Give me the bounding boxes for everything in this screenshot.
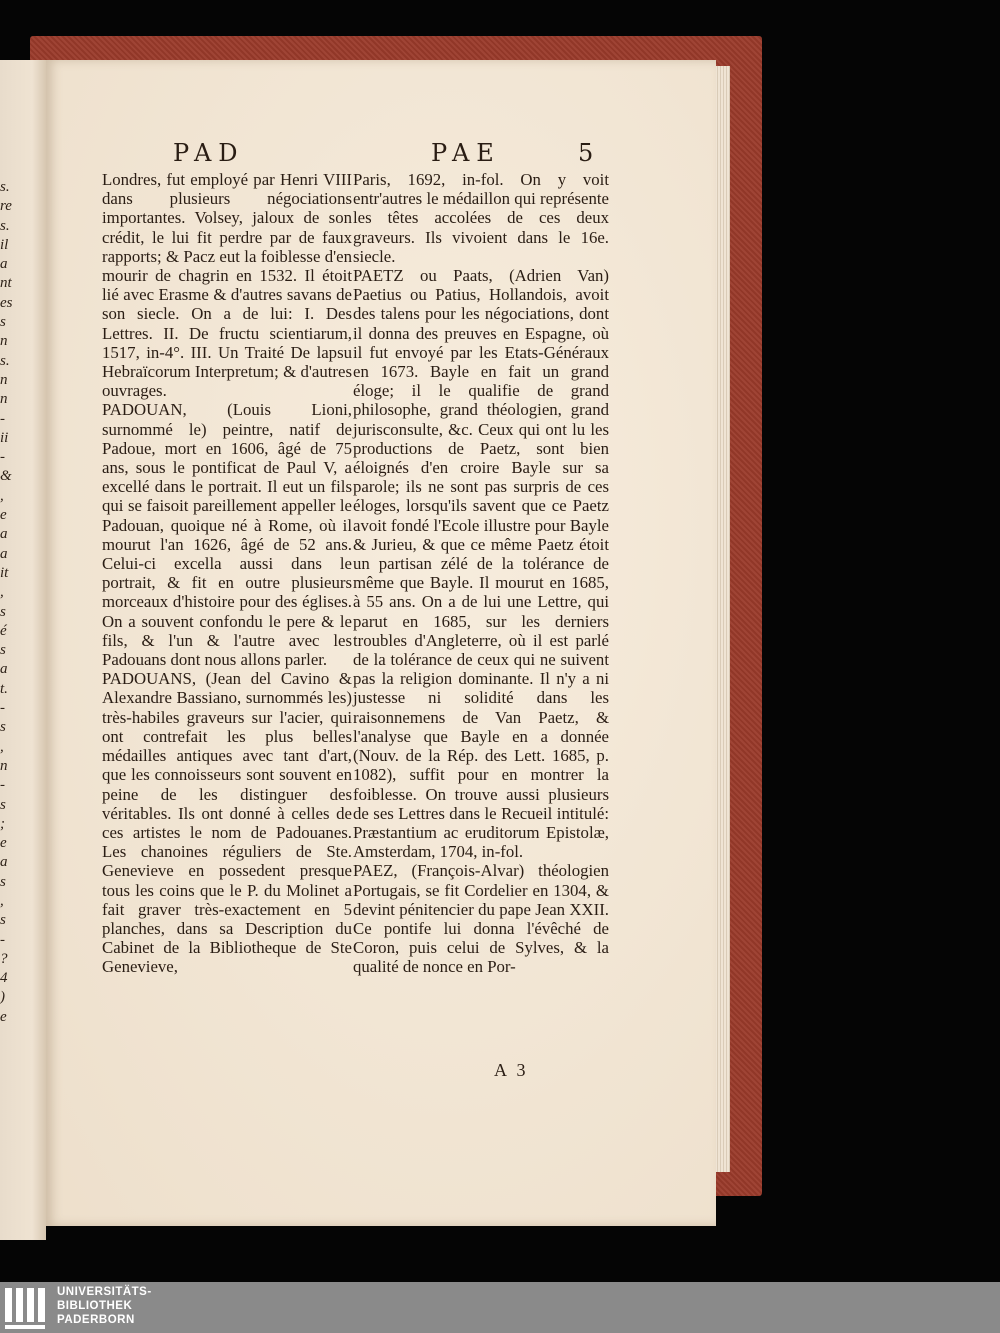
previous-page-fragment: ) [0,989,5,1006]
entry-paragraph: Paris, 1692, in-fol. On y voit entr'autres le médaillon qui représente les têtes accolées de ces deux graveurs. Ils vivoient dans le 16e. siecle. [353,170,609,266]
entry-padouans: PADOUANS, (Jean del Cavino & Alexandre Bassiano, surnommés les) très-habiles graveurs sur l'acier, qui ont contrefait les plus belles médailles antiques avec tant d'art, que les connoisseurs sont souvent en peine de les distinguer des véritables. Ils ont donné à celles de ces artistes le nom de Padouanes. Les chanoines réguliers de Ste. Genevieve en possedent presque tous les coins que le P. du Molinet a fait graver très-exactement en 5 planches, dans sa Description du Cabinet de la Bibliotheque de Ste Genevieve, [102,669,352,977]
previous-page-fragment: s. [0,352,10,369]
previous-page-fragment: n [0,371,8,388]
previous-page-fragment: - [0,931,5,948]
previous-page-fragment: a [0,854,8,871]
previous-page-fragment: 4 [0,970,8,987]
previous-page-fragment: n [0,757,8,774]
previous-page-fragment: - [0,449,5,466]
previous-page-fragment: - [0,700,5,717]
book-page [46,60,716,1226]
running-head-right: PAE [431,139,501,167]
previous-page-fragment: ? [0,950,8,967]
previous-page-fragment: a [0,526,8,543]
previous-page-fragment: s [0,719,6,736]
previous-page-fragment: it [0,564,9,581]
previous-page-fragment: nt [0,275,12,292]
previous-page-fragment: es [0,294,13,311]
previous-page-fragment: ; [0,815,5,832]
previous-page-fragment: s [0,873,6,890]
previous-page-fragment: - [0,410,5,427]
previous-page-fragment: , [0,487,4,504]
library-name-line: UNIVERSITÄTS- [57,1286,152,1298]
footer-bar [0,1282,1000,1333]
previous-page-fragment: il [0,236,9,253]
previous-page-fragment: , [0,738,4,755]
previous-page-fragment: a [0,545,8,562]
previous-page-fragment: & [0,468,12,485]
running-head [46,139,716,173]
previous-page-fragment: s. [0,179,10,195]
entry-paez: PAEZ, (François-Alvar) théologien Portugais, se fit Cordelier en 1304, & devint pénitencier du pape Jean XXII. Ce pontife lui donna l'évêché de Coron, puis celui de Sylves, & la qualité de nonce en Por- [353,861,609,977]
previous-page-fragment: n [0,333,8,350]
library-name-line: BIBLIOTHEK [57,1300,133,1312]
running-head-left: PAD [173,139,245,167]
entry-padouan: PADOUAN, (Louis Lioni, surnommé le) peintre, natif de Padoue, mort en 1606, âgé de 75 ans, sous le pontificat de Paul V, a excellé dans le portrait. Il eut un fils qui se faisoit pareillement appeller le Padouan, quoique né à Rome, où il mourut l'an 1626, âgé de 52 ans. Celui-ci excella aussi dans le portrait, & fit en outre plusieurs morceaux d'histoire pour des églises. On a souvent confondu le pere & le fils, & l'un & l'autre avec les Padouans dont nous allons parler. [102,400,352,670]
previous-page-fragment: s. [0,217,10,234]
signature-mark: A 3 [494,1060,529,1080]
previous-page-fragment: - [0,777,5,794]
previous-page-fragment: e [0,1008,7,1025]
entry-paragraph: Londres, fut employé par Henri VIII dans plusieurs négociations importantes. Volsey, jaloux de son crédit, le lui fit perdre par de faux rapports; & Pacz eut la foiblesse d'en mourir de chagrin en 1532. Il étoit lié avec Erasme & d'autres savans de son siecle. On a de lui: I. Des Lettres. II. De fructu scientiarum, 1517, in-4°. III. Un Traité De lapsu Hebraïcorum Interpretum; & d'autres ouvrages. [102,170,352,401]
previous-page-fragment: , [0,892,4,909]
previous-page-fragment: s [0,314,6,331]
previous-page-fragment: ii [0,429,9,446]
previous-page-fragment: t. [0,680,8,697]
previous-page-text-fragments [0,178,46,1027]
previous-page-fragment: e [0,835,7,852]
previous-page-fragment: é [0,622,7,639]
previous-page-fragment: re [0,198,12,215]
entry-paetz: PAETZ ou Paats, (Adrien Van) Paetius ou Patius, Hollandois, avoit des talens pour les négociations, dont il donna des preuves en Espagne, où il fut envoyé par les Etats-Généraux en 1673. Bayle en fait un grand éloge; il le qualifie de grand philosophe, grand théologien, grand jurisconsulte, &c. Ceux qui ont lu les productions de Paetz, sont bien éloignés d'en croire Bayle sur sa parole; ils ne sont pas surpris de ces éloges, lorsqu'ils savent que ce Paetz avoit fondé l'Ecole illustre pour Bayle & Jurieu, & que ce même Paetz étoit un partisan zélé de la tolérance de même que Bayle. Il mourut en 1685, à 55 ans. On a de lui une Lettre, qui parut en 1685, sur les derniers troubles d'Angleterre, où il est parlé de la tolérance de ceux qui ne suivent pas la religion dominante. Il n'y a ni justesse ni solidité dans les raisonnemens de Van Paetz, & l'analyse que Bayle en a donnée (Nouv. de la Rép. des Lett. 1685, p. 1082), suffit pour en montrer la foiblesse. On trouve aussi plusieurs de ses Lettres dans le Recueil intitulé: Præstantium ac eruditorum Epistolæ, Amsterdam, 1704, in-fol. [353,266,609,862]
previous-page-fragment: s [0,912,6,929]
right-column [353,170,609,977]
previous-page-fragment: , [0,584,4,601]
previous-page-fragment: s [0,642,6,659]
page-number: 5 [578,139,601,167]
previous-page-fragment: s [0,603,6,620]
left-column [102,170,352,977]
previous-page-fragment: a [0,256,8,273]
previous-page-fragment: e [0,507,7,524]
previous-page-edge [0,60,46,1240]
library-logo-icon [2,1284,50,1331]
library-name [57,1285,152,1327]
previous-page-fragment: n [0,391,8,408]
previous-page-fragment: s [0,796,6,813]
previous-page-fragment: a [0,661,8,678]
library-name-line: PADERBORN [57,1314,135,1326]
